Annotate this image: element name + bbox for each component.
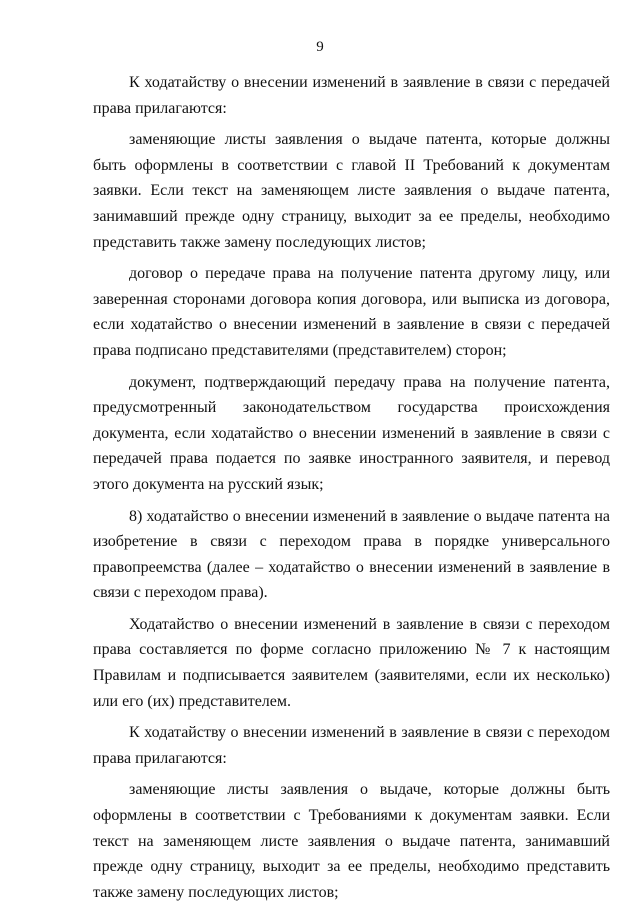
body-text [93, 70, 610, 905]
paragraph-transfer-contract: договор о передаче права на получение патента другому лицу, или заверенная сторонами договора копия договора, или выписка из договора, если ходатайство о внесении изменений в заявление в связи с передачей права подписано представителями (представителем) сторон; [93, 265, 610, 359]
paragraph-replacement-sheets: заменяющие листы заявления о выдаче патента, которые должны быть оформлены в соответствии с главой II Требований к документам заявки. Если текст на заменяющем листе заявления о выдаче патента, занимавший прежде одну страницу, выходит за ее пределы, необходимо представить также замену последующих листов; [93, 131, 610, 251]
page-number: 9 [316, 39, 324, 55]
paragraph-replacement-sheets-succession: заменяющие листы заявления о выдаче, которые должны быть оформлены в соответствии с Требованиями к документам заявки. Если текст на заменяющем листе заявления о выдаче патента, занимавший прежде одну страницу, выходит за ее пределы, необходимо представить также замену последующих листов; [93, 781, 610, 901]
paragraph-attachments-succession: К ходатайству о внесении изменений в заявление в связи с переходом права прилагаются: [93, 724, 610, 767]
paragraph-transfer-document: документ, подтверждающий передачу права на получение патента, предусмотренный законодательством государства происхождения документа, если ходатайство о внесении изменений в заявление в связи с передачей права подается по заявке иностранного заявителя, и перевод этого документа на русский язык; [93, 373, 610, 493]
paragraph-petition-form: Ходатайство о внесении изменений в заявление в связи с переходом права составляется по форме согласно приложению № 7 к настоящим Правилам и подписывается заявителем (заявителями, если их несколько) или его (их) представителем. [93, 615, 610, 710]
paragraph-attachments-transfer: К ходатайству о внесении изменений в заявление в связи с передачей права прилагаются: [93, 74, 610, 117]
paragraph-item-8: 8) ходатайство о внесении изменений в заявление о выдаче патента на изобретение в связи с переходом права в порядке универсального правопреемства (далее – ходатайство о внесении изменений в заявление в связи с переходом права). [93, 507, 610, 602]
